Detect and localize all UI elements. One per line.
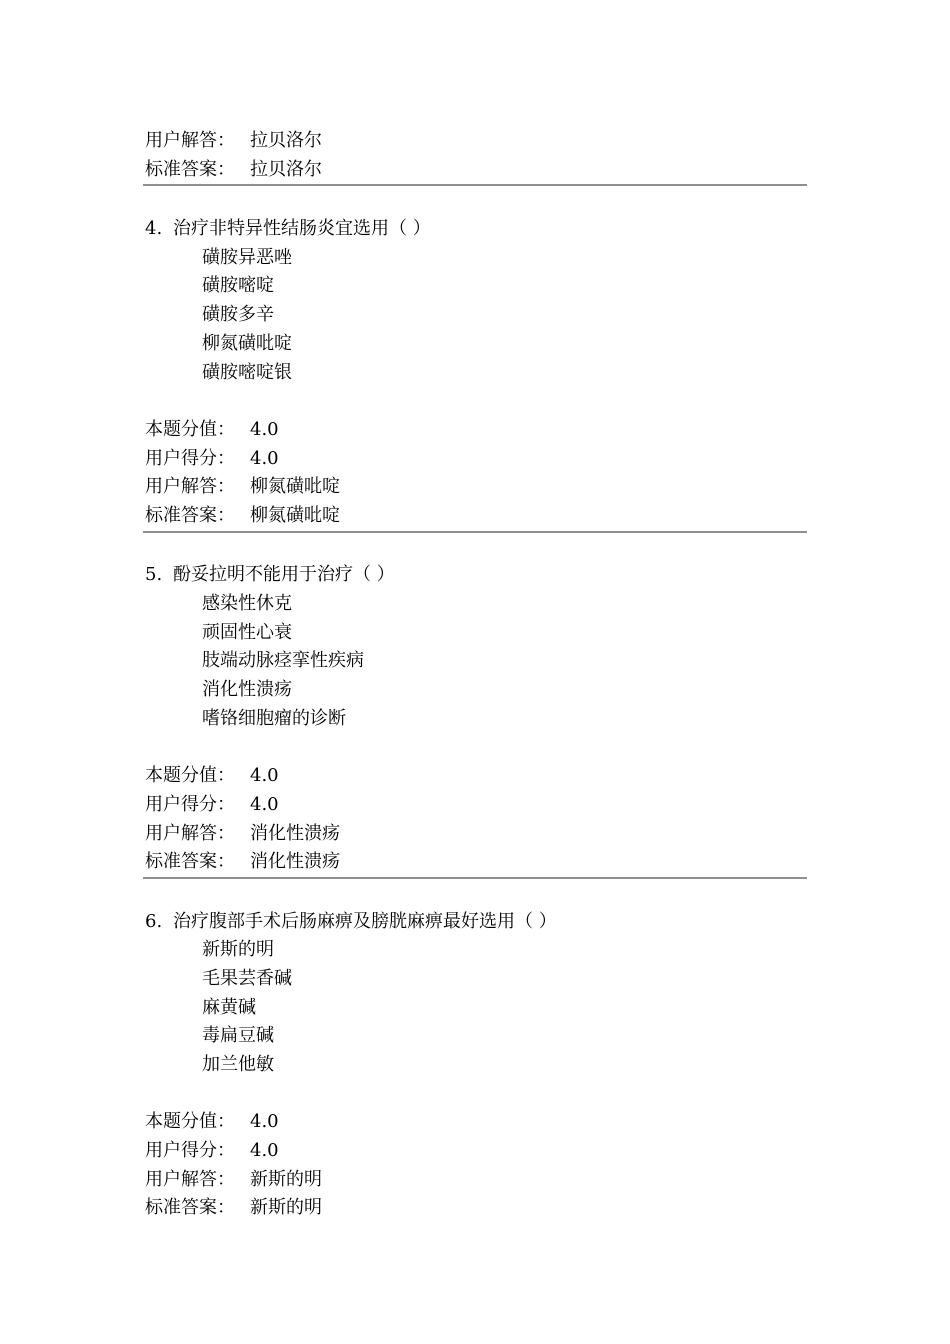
prev-result-block <box>145 127 807 186</box>
question-number: 5. <box>145 564 163 586</box>
question-stem <box>145 215 807 244</box>
user-answer-row <box>145 1166 807 1195</box>
option-item: 感染性休克 <box>202 593 292 614</box>
user-score-value: 4.0 <box>250 793 279 815</box>
question-block <box>145 533 807 879</box>
question-number: 6. <box>145 910 163 932</box>
score-value: 4.0 <box>250 418 279 440</box>
question-stem <box>145 561 807 590</box>
score-row <box>145 1108 807 1137</box>
option-item: 毛果芸香碱 <box>202 967 292 989</box>
user-score-label: 用户得分： <box>145 447 235 469</box>
score-label: 本题分值： <box>145 765 235 787</box>
option-item: 磺胺嘧啶 <box>202 275 274 297</box>
question-number: 4. <box>145 218 163 240</box>
user-score-value: 4.0 <box>250 447 279 469</box>
user-score-row <box>145 445 807 474</box>
option-item: 柳氮磺吡啶 <box>202 332 292 354</box>
standard-answer-row <box>145 156 807 185</box>
option-item: 毒扁豆碱 <box>202 1025 274 1047</box>
user-answer-label: 用户解答： <box>145 130 235 151</box>
standard-answer-value: 消化性溃疡 <box>250 851 340 873</box>
standard-answer-label: 标准答案： <box>145 1197 235 1219</box>
standard-answer-label: 标准答案： <box>145 851 235 873</box>
question-stem <box>145 908 807 937</box>
option-item: 顽固性心衰 <box>202 621 292 643</box>
option-item: 磺胺嘧啶银 <box>202 361 292 383</box>
option-item: 加兰他敏 <box>202 1054 274 1075</box>
standard-answer-label: 标准答案： <box>145 158 235 180</box>
question-block <box>145 186 807 532</box>
question-text: 治疗非特异性结肠炎宜选用（ ） <box>173 218 431 240</box>
option-item: 消化性溃疡 <box>202 679 292 701</box>
option-item: 麻黄碱 <box>202 996 256 1018</box>
standard-answer-value: 新斯的明 <box>250 1197 322 1219</box>
user-score-label: 用户得分： <box>145 1140 235 1162</box>
score-value: 4.0 <box>250 765 279 787</box>
standard-answer-row <box>145 502 807 531</box>
user-answer-label: 用户解答： <box>145 822 235 844</box>
user-score-row <box>145 791 807 820</box>
quiz-result-page <box>145 127 807 1223</box>
score-label: 本题分值： <box>145 1111 235 1133</box>
option-item: 磺胺异恶唑 <box>202 246 292 268</box>
option-item: 新斯的明 <box>202 939 274 961</box>
user-answer-value: 柳氮磺吡啶 <box>250 476 340 498</box>
user-answer-row <box>145 473 807 502</box>
score-value: 4.0 <box>250 1111 279 1133</box>
question-text: 治疗腹部手术后肠麻痹及膀胱麻痹最好选用（ ） <box>173 910 557 932</box>
option-item: 嗜铬细胞瘤的诊断 <box>202 707 346 729</box>
score-row <box>145 762 807 791</box>
user-answer-row <box>145 820 807 849</box>
option-item: 肢端动脉痉挛性疾病 <box>202 650 364 672</box>
score-label: 本题分值： <box>145 418 235 440</box>
user-answer-row <box>145 127 807 156</box>
user-answer-label: 用户解答： <box>145 1168 235 1190</box>
standard-answer-row <box>145 848 807 877</box>
user-answer-label: 用户解答： <box>145 476 235 498</box>
standard-answer-value: 柳氮磺吡啶 <box>250 504 340 526</box>
user-answer-value: 拉贝洛尔 <box>250 130 322 151</box>
user-score-row <box>145 1137 807 1166</box>
standard-answer-label: 标准答案： <box>145 504 235 526</box>
user-score-label: 用户得分： <box>145 793 235 815</box>
user-answer-value: 消化性溃疡 <box>250 822 340 844</box>
user-score-value: 4.0 <box>250 1140 279 1162</box>
option-item: 磺胺多辛 <box>202 304 274 326</box>
question-text: 酚妥拉明不能用于治疗（ ） <box>173 564 395 586</box>
standard-answer-value: 拉贝洛尔 <box>250 158 322 180</box>
question-block <box>145 879 807 1223</box>
user-answer-value: 新斯的明 <box>250 1168 322 1190</box>
score-row <box>145 416 807 445</box>
standard-answer-row <box>145 1194 807 1223</box>
